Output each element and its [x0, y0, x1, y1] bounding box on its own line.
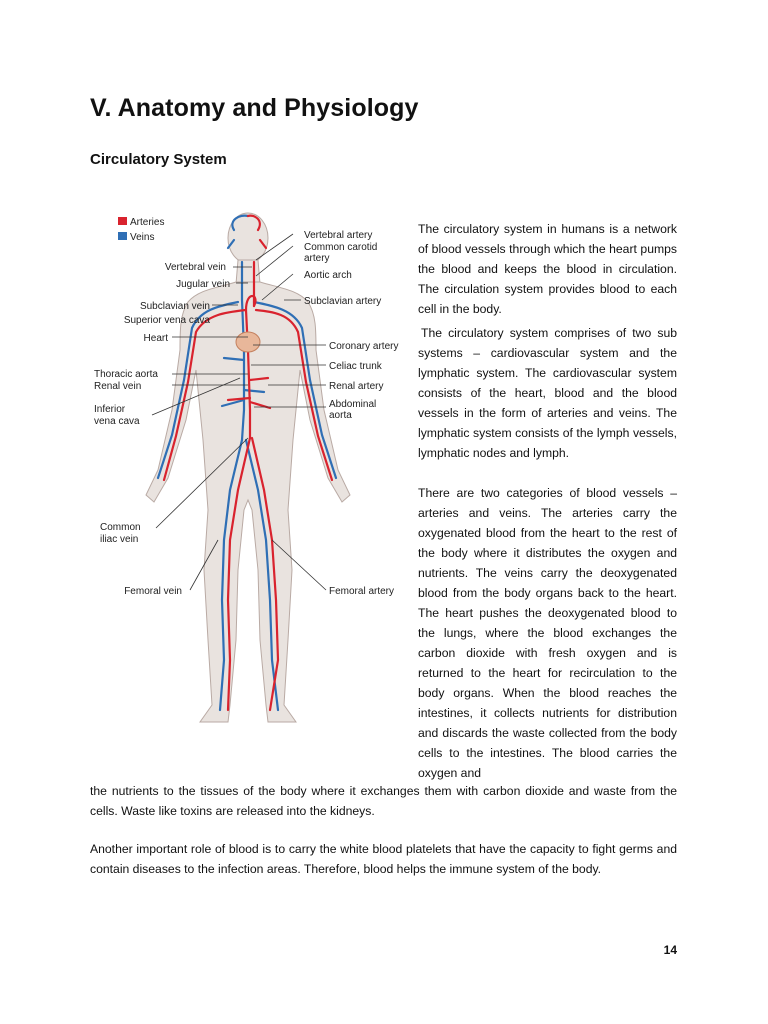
label-celiac-trunk: Celiac trunk	[329, 361, 382, 372]
veins-legend-label: Veins	[130, 232, 155, 243]
veins-legend-swatch	[118, 232, 127, 240]
label-femoral-vein: Femoral vein	[124, 586, 182, 597]
arteries-legend-swatch	[118, 217, 127, 225]
paragraph-blood-vessels: There are two categories of blood vessels – arteries and veins. The arteries carry the oxygenated blood from the heart to the rest of the body where it distributes the oxygen and nutrients. The veins carry the deoxygenated blood from the body organs back to the heart. The heart pushes the deoxygenated blood to the lungs, where the blood exchanges the carbon dioxide with fresh oxygen and is returned to the heart for recirculation to the body organs. When the blood reaches the intestines, it collects nutrients for distribution and discards the waste collected from the body cells to the intestines. The blood carries the oxygen and	[418, 486, 677, 780]
circulatory-system-figure	[88, 210, 410, 770]
section-title: Circulatory System	[90, 151, 227, 168]
label-femoral-artery: Femoral artery	[329, 586, 395, 597]
label-inferior-vena-cava-line2: vena cava	[94, 416, 140, 427]
label-jugular-vein: Jugular vein	[176, 279, 230, 290]
paragraph-subsystems: The circulatory system comprises of two sub systems – cardiovascular system and the lymphatic system. The cardiovascular system consists of the heart, blood and the blood vessels in the form of arteries and veins. The lymphatic system consists of the lymph vessels, lymphatic nodes and lymph.	[418, 326, 677, 460]
label-common-carotid-artery-line1: Common carotid	[304, 242, 378, 253]
label-abdominal-aorta-line2: aorta	[329, 410, 352, 421]
label-coronary-artery: Coronary artery	[329, 341, 399, 352]
label-inferior-vena-cava-line1: Inferior	[94, 404, 126, 415]
label-vertebral-vein: Vertebral vein	[164, 262, 226, 273]
page-number: 14	[663, 943, 677, 957]
paragraph-immune-role: Another important role of blood is to carry the white blood platelets that have the capacity to fight germs and contain diseases to the infection areas. Therefore, blood helps the immune system of the body.	[90, 842, 677, 876]
label-subclavian-vein: Subclavian vein	[139, 301, 210, 312]
label-common-iliac-vein-line1: Common	[100, 522, 141, 533]
label-renal-vein: Renal vein	[94, 381, 142, 392]
label-common-carotid-artery-line2: artery	[304, 253, 330, 264]
label-renal-artery: Renal artery	[329, 381, 384, 392]
paragraph-blood-vessels-continued: the nutrients to the tissues of the body where it exchanges them with carbon dioxide and waste from the cells. Waste like toxins are released into the kidneys.	[90, 784, 677, 818]
label-superior-vena-cava: Superior vena cava	[123, 315, 210, 326]
heart-shape	[236, 332, 260, 352]
label-vertebral-artery: Vertebral artery	[304, 230, 373, 241]
paragraph-intro: The circulatory system in humans is a network of blood vessels through which the heart pumps the blood and keeps the blood in circulation. The circulation system provides blood to each cell in the body.	[418, 222, 677, 316]
label-aortic-arch: Aortic arch	[304, 270, 352, 281]
page-title: V. Anatomy and Physiology	[90, 94, 419, 122]
arteries-legend-label: Arteries	[130, 217, 165, 228]
label-common-iliac-vein-line2: iliac vein	[100, 534, 139, 545]
label-abdominal-aorta-line1: Abdominal	[329, 399, 377, 410]
circulatory-diagram	[88, 210, 410, 770]
label-thoracic-aorta: Thoracic aorta	[94, 369, 158, 380]
label-heart: Heart	[143, 333, 168, 344]
label-subclavian-artery: Subclavian artery	[304, 296, 382, 307]
